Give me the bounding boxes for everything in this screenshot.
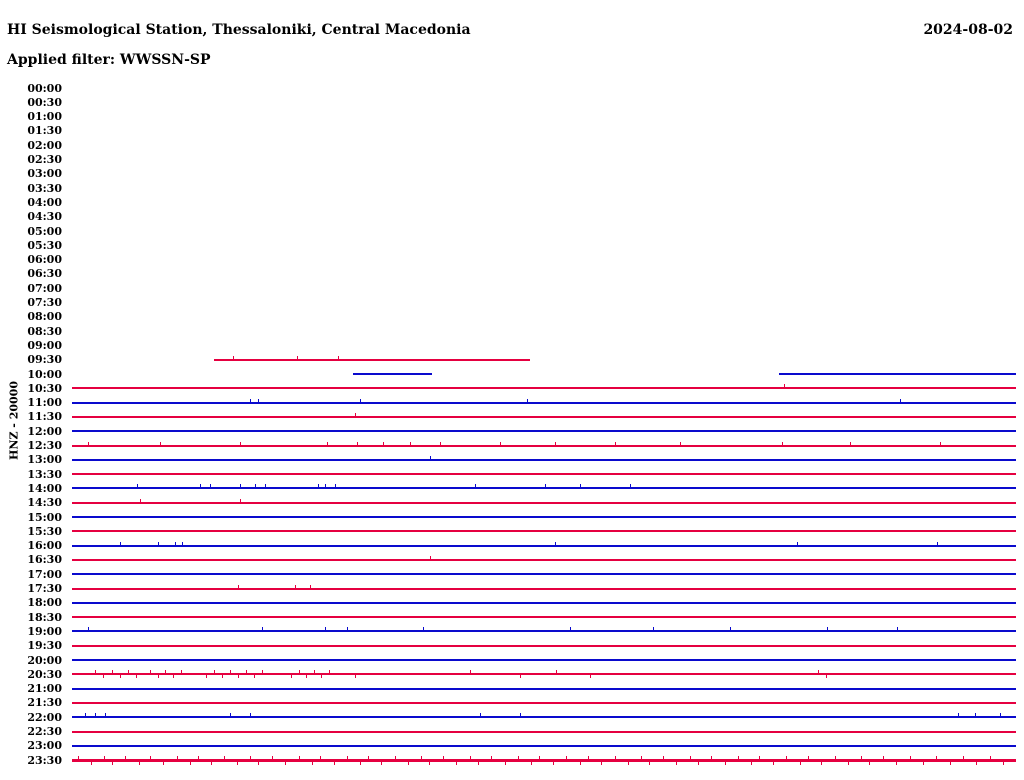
time-label: 04:00 <box>27 195 62 209</box>
trace-spike <box>125 756 126 759</box>
trace-spike <box>250 713 251 716</box>
trace-spike <box>262 670 263 673</box>
trace-spike <box>470 756 471 759</box>
trace-spike <box>338 356 339 359</box>
trace-spike <box>206 675 207 678</box>
time-label: 09:00 <box>27 338 62 352</box>
time-label: 23:00 <box>27 739 62 753</box>
trace-spike <box>240 484 241 487</box>
time-label: 02:00 <box>27 138 62 152</box>
trace-spike <box>334 762 335 765</box>
trace-spike <box>105 713 106 716</box>
trace-spike <box>360 399 361 402</box>
trace-spike <box>580 484 581 487</box>
trace-spike <box>265 484 266 487</box>
time-label: 01:00 <box>27 110 62 124</box>
trace-segment <box>72 487 1016 489</box>
trace-spike <box>738 756 739 759</box>
trace-segment <box>72 688 1016 690</box>
trace-spike <box>347 756 348 759</box>
trace-spike <box>615 756 616 759</box>
trace-spike <box>797 542 798 545</box>
trace-spike <box>520 713 521 716</box>
time-label: 03:30 <box>27 181 62 195</box>
trace-segment <box>72 716 1016 718</box>
trace-segment <box>72 459 1016 461</box>
trace-spike <box>900 399 901 402</box>
trace-spike <box>800 762 801 765</box>
record-date: 2024-08-02 <box>923 22 1013 38</box>
trace-segment <box>72 616 1016 618</box>
trace-spike <box>588 756 589 759</box>
trace-spike <box>826 675 827 678</box>
trace-spike <box>601 762 602 765</box>
time-label: 14:30 <box>27 496 62 510</box>
time-label: 11:30 <box>27 410 62 424</box>
trace-segment <box>72 573 1016 575</box>
time-label: 14:00 <box>27 481 62 495</box>
trace-spike <box>730 627 731 630</box>
trace-spike <box>570 627 571 630</box>
trace-spike <box>527 399 528 402</box>
trace-spike <box>150 756 151 759</box>
trace-spike <box>430 556 431 559</box>
trace-spike <box>325 627 326 630</box>
trace-spike <box>177 756 178 759</box>
trace-spike <box>429 762 430 765</box>
trace-spike <box>784 384 785 387</box>
trace-spike <box>937 542 938 545</box>
time-label: 00:30 <box>27 95 62 109</box>
trace-spike <box>238 675 239 678</box>
trace-spike <box>1003 762 1004 765</box>
trace-spike <box>827 627 828 630</box>
trace-spike <box>751 762 752 765</box>
trace-spike <box>711 756 712 759</box>
trace-spike <box>520 675 521 678</box>
trace-spike <box>211 762 212 765</box>
trace-spike <box>628 762 629 765</box>
trace-spike <box>112 762 113 765</box>
trace-spike <box>630 484 631 487</box>
trace-spike <box>408 762 409 765</box>
time-label: 01:30 <box>27 124 62 138</box>
trace-spike <box>897 627 898 630</box>
trace-spike <box>383 442 384 445</box>
trace-spike <box>321 675 322 678</box>
time-label: 13:00 <box>27 453 62 467</box>
trace-spike <box>250 756 251 759</box>
station-title: HI Seismological Station, Thessaloniki, Central Macedonia <box>7 22 471 38</box>
trace-spike <box>990 756 991 759</box>
trace-spike <box>103 675 104 678</box>
trace-spike <box>85 713 86 716</box>
time-label: 04:30 <box>27 210 62 224</box>
trace-segment <box>353 373 432 375</box>
time-label: 05:30 <box>27 238 62 252</box>
trace-spike <box>360 762 361 765</box>
trace-spike <box>181 670 182 673</box>
trace-spike <box>137 484 138 487</box>
trace-spike <box>237 762 238 765</box>
trace-segment <box>72 645 1016 647</box>
trace-spike <box>808 756 809 759</box>
trace-spike <box>150 670 151 673</box>
time-label: 22:00 <box>27 710 62 724</box>
time-label: 21:00 <box>27 682 62 696</box>
trace-spike <box>553 762 554 765</box>
trace-spike <box>475 484 476 487</box>
trace-spike <box>440 442 441 445</box>
time-label: 12:00 <box>27 424 62 438</box>
trace-spike <box>518 756 519 759</box>
trace-segment <box>72 545 1016 547</box>
trace-spike <box>676 762 677 765</box>
time-label: 22:30 <box>27 725 62 738</box>
trace-spike <box>246 670 247 673</box>
trace-spike <box>649 762 650 765</box>
trace-spike <box>306 675 307 678</box>
time-label: 18:30 <box>27 610 62 624</box>
trace-spike <box>958 713 959 716</box>
trace-spike <box>160 442 161 445</box>
channel-scale-label: HNZ - 20000 <box>7 381 21 460</box>
trace-segment <box>72 430 1016 432</box>
time-label: 07:00 <box>27 281 62 295</box>
time-label: 08:00 <box>27 310 62 324</box>
time-label: 19:00 <box>27 624 62 638</box>
trace-spike <box>240 499 241 502</box>
trace-spike <box>663 756 664 759</box>
trace-segment <box>72 530 1016 532</box>
time-label: 02:30 <box>27 153 62 166</box>
trace-spike <box>861 756 862 759</box>
time-label: 03:00 <box>27 167 62 181</box>
trace-spike <box>158 542 159 545</box>
trace-spike <box>182 542 183 545</box>
trace-spike <box>940 442 941 445</box>
trace-spike <box>910 756 911 759</box>
trace-spike <box>88 627 89 630</box>
trace-spike <box>285 762 286 765</box>
trace-spike <box>786 756 787 759</box>
trace-segment <box>72 745 1016 747</box>
time-label: 16:00 <box>27 539 62 553</box>
time-label: 12:30 <box>27 439 62 452</box>
time-label: 19:30 <box>27 639 62 653</box>
trace-spike <box>470 670 471 673</box>
trace-spike <box>120 675 121 678</box>
trace-spike <box>883 756 884 759</box>
trace-spike <box>175 542 176 545</box>
trace-spike <box>835 756 836 759</box>
trace-spike <box>690 756 691 759</box>
trace-segment <box>72 516 1016 518</box>
trace-spike <box>258 762 259 765</box>
time-label: 07:30 <box>27 296 62 309</box>
trace-segment <box>72 588 1016 590</box>
trace-spike <box>198 756 199 759</box>
trace-spike <box>190 762 191 765</box>
trace-spike <box>139 762 140 765</box>
trace-spike <box>480 713 481 716</box>
trace-segment <box>779 373 1016 375</box>
trace-spike <box>478 762 479 765</box>
trace-spike <box>782 442 783 445</box>
trace-spike <box>120 542 121 545</box>
trace-spike <box>580 762 581 765</box>
trace-spike <box>500 442 501 445</box>
trace-segment <box>72 387 1016 389</box>
trace-segment <box>72 602 1016 604</box>
trace-spike <box>421 756 422 759</box>
time-label: 16:30 <box>27 553 62 567</box>
time-label: 06:30 <box>27 267 62 281</box>
trace-spike <box>299 670 300 673</box>
trace-spike <box>140 499 141 502</box>
trace-spike <box>976 762 977 765</box>
time-label: 05:00 <box>27 224 62 238</box>
trace-spike <box>320 756 321 759</box>
trace-spike <box>491 756 492 759</box>
trace-spike <box>850 442 851 445</box>
trace-spike <box>443 756 444 759</box>
trace-spike <box>230 670 231 673</box>
trace-spike <box>936 756 937 759</box>
trace-spike <box>163 762 164 765</box>
time-label: 21:30 <box>27 696 62 710</box>
trace-spike <box>680 442 681 445</box>
time-label: 20:30 <box>27 667 62 681</box>
trace-spike <box>653 627 654 630</box>
trace-segment <box>72 402 1016 404</box>
time-label: 08:30 <box>27 324 62 338</box>
trace-spike <box>325 484 326 487</box>
trace-spike <box>88 442 89 445</box>
time-label: 00:00 <box>27 81 62 95</box>
trace-spike <box>200 484 201 487</box>
trace-spike <box>255 484 256 487</box>
trace-spike <box>230 713 231 716</box>
trace-spike <box>136 675 137 678</box>
trace-spike <box>950 762 951 765</box>
trace-spike <box>272 756 273 759</box>
trace-spike <box>505 762 506 765</box>
trace-spike <box>896 762 897 765</box>
trace-spike <box>1000 713 1001 716</box>
time-label: 15:30 <box>27 524 62 538</box>
trace-spike <box>869 762 870 765</box>
trace-spike <box>258 399 259 402</box>
trace-segment <box>72 759 1016 762</box>
trace-segment <box>72 416 1016 418</box>
time-label: 09:30 <box>27 353 62 367</box>
time-label: 23:30 <box>27 753 62 767</box>
trace-spike <box>262 627 263 630</box>
trace-segment <box>72 659 1016 661</box>
trace-spike <box>355 675 356 678</box>
trace-spike <box>395 756 396 759</box>
trace-spike <box>104 756 105 759</box>
trace-spike <box>95 713 96 716</box>
time-label: 15:00 <box>27 510 62 524</box>
time-label: 11:00 <box>27 396 62 410</box>
trace-segment <box>72 731 1016 733</box>
trace-spike <box>975 713 976 716</box>
trace-spike <box>224 756 225 759</box>
time-label: 06:00 <box>27 253 62 267</box>
trace-spike <box>545 484 546 487</box>
trace-spike <box>240 442 241 445</box>
trace-spike <box>725 762 726 765</box>
trace-spike <box>773 762 774 765</box>
trace-spike <box>327 442 328 445</box>
trace-spike <box>381 762 382 765</box>
trace-segment <box>72 630 1016 632</box>
trace-segment <box>72 559 1016 561</box>
trace-segment <box>214 359 530 361</box>
trace-spike <box>173 675 174 678</box>
trace-spike <box>347 627 348 630</box>
trace-segment <box>72 473 1016 475</box>
trace-spike <box>250 399 251 402</box>
time-label: 17:00 <box>27 567 62 581</box>
trace-spike <box>430 456 431 459</box>
time-label: 13:30 <box>27 467 62 481</box>
trace-spike <box>555 542 556 545</box>
trace-spike <box>165 670 166 673</box>
trace-spike <box>539 756 540 759</box>
trace-spike <box>318 484 319 487</box>
trace-spike <box>698 762 699 765</box>
trace-spike <box>423 627 424 630</box>
trace-spike <box>759 756 760 759</box>
trace-spike <box>299 756 300 759</box>
trace-spike <box>335 484 336 487</box>
trace-spike <box>314 670 315 673</box>
time-label: 10:30 <box>27 381 62 395</box>
time-label: 18:00 <box>27 596 62 610</box>
time-label: 17:30 <box>27 582 62 595</box>
trace-spike <box>312 762 313 765</box>
trace-spike <box>590 675 591 678</box>
trace-spike <box>222 675 223 678</box>
trace-spike <box>254 675 255 678</box>
time-label: 10:00 <box>27 367 62 381</box>
trace-spike <box>310 585 311 588</box>
trace-spike <box>923 762 924 765</box>
trace-segment <box>72 702 1016 704</box>
trace-spike <box>818 670 819 673</box>
trace-spike <box>848 762 849 765</box>
trace-spike <box>297 356 298 359</box>
trace-segment <box>72 673 1016 675</box>
trace-spike <box>95 670 96 673</box>
trace-spike <box>128 670 129 673</box>
trace-spike <box>329 670 330 673</box>
trace-spike <box>566 756 567 759</box>
trace-segment <box>72 502 1016 504</box>
trace-segment <box>72 445 1016 447</box>
trace-spike <box>821 762 822 765</box>
trace-spike <box>615 442 616 445</box>
trace-spike <box>238 585 239 588</box>
trace-spike <box>456 762 457 765</box>
trace-spike <box>556 670 557 673</box>
trace-spike <box>368 756 369 759</box>
trace-spike <box>555 442 556 445</box>
trace-spike <box>357 442 358 445</box>
trace-spike <box>963 756 964 759</box>
trace-spike <box>91 762 92 765</box>
trace-spike <box>112 670 113 673</box>
trace-spike <box>214 670 215 673</box>
applied-filter-label: Applied filter: WWSSN-SP <box>7 52 211 68</box>
trace-spike <box>233 356 234 359</box>
trace-spike <box>295 585 296 588</box>
trace-spike <box>641 756 642 759</box>
trace-spike <box>531 762 532 765</box>
trace-spike <box>210 484 211 487</box>
trace-spike <box>291 675 292 678</box>
trace-spike <box>78 756 79 759</box>
time-label: 20:00 <box>27 653 62 667</box>
trace-spike <box>410 442 411 445</box>
trace-spike <box>158 675 159 678</box>
trace-spike <box>355 413 356 416</box>
